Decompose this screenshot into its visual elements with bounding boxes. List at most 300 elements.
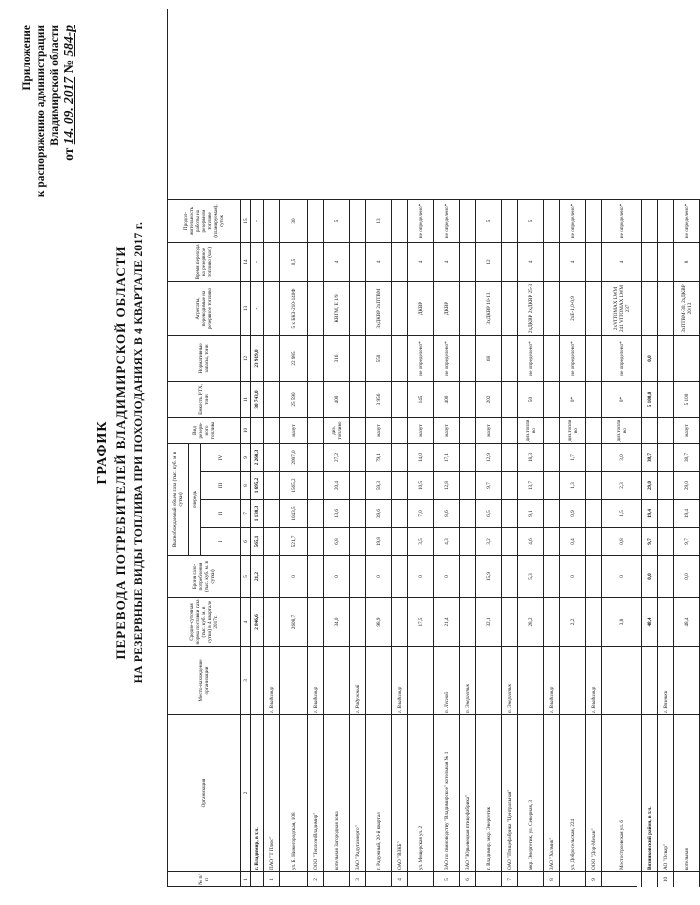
table-cell-capacity: 5 100 <box>674 381 700 417</box>
table-cell-q4 <box>460 443 476 471</box>
table-cell-q1: 0,4 <box>560 527 586 555</box>
table-cell-num: 7 <box>502 871 518 887</box>
table-cell-stock: не определено* <box>602 335 642 381</box>
table-cell-q2: 8,6 <box>434 499 460 527</box>
table-cell-q3: 9,7 <box>476 471 502 499</box>
table-cell-switch-time <box>308 242 324 281</box>
table-cell-org: ЗАО "Юрьевецкая птицефабрика" <box>460 714 476 871</box>
column-number: 8 <box>241 471 251 499</box>
table-cell-q2: 1 130,3 <box>251 499 264 527</box>
table-cell-loc: г. Владимир <box>586 646 602 714</box>
table-cell-switch-time <box>264 242 280 281</box>
table-cell-capacity <box>502 381 518 417</box>
table-cell-org: ПАО "Т Плюс" <box>264 714 280 871</box>
table-cell-q2: 1,5 <box>602 499 642 527</box>
table-cell-q2 <box>264 499 280 527</box>
table-cell-num: 3 <box>350 871 366 887</box>
table-cell-capacity: 145 <box>408 381 434 417</box>
table-cell-switch-time <box>642 242 658 281</box>
table-cell-norm <box>544 597 560 646</box>
table-cell-brony <box>350 555 366 597</box>
table-cell-duration <box>502 199 518 242</box>
table-cell-stock <box>308 335 324 381</box>
table-cell-units: 2хЕ-1,0-0,9 <box>560 281 586 335</box>
table-cell-q3 <box>502 471 518 499</box>
table-cell-q3 <box>460 471 476 499</box>
table-cell-stock: 22 985 <box>280 335 308 381</box>
table-cell-loc: г. Радужный <box>350 646 366 714</box>
table-cell-num: 9 <box>586 871 602 887</box>
table-cell-switch-time: 4 <box>434 242 460 281</box>
table-cell-norm <box>264 597 280 646</box>
table-cell-q4: 38,7 <box>674 443 700 471</box>
header-q1: I <box>201 527 241 555</box>
table-cell-q1: 0,8 <box>602 527 642 555</box>
table-cell-units: 5 х БКЗ-210-140Ф <box>280 281 308 335</box>
table-cell-duration: 5 <box>476 199 502 242</box>
table-cell-q3 <box>658 471 674 499</box>
header-num: № п/п <box>167 871 241 887</box>
table-cell-duration: 5 <box>518 199 544 242</box>
table-cell-q2: 7,0 <box>408 499 434 527</box>
column-number: 2 <box>241 714 251 871</box>
table-cell-q2: 0,9 <box>560 499 586 527</box>
table-cell-brony <box>502 555 518 597</box>
table-cell-num <box>642 871 658 887</box>
table-cell-num <box>560 871 586 887</box>
table-cell-units: КВГМ, Е 1/9 <box>324 281 350 335</box>
table-cell-q4: 38,7 <box>642 443 658 471</box>
table-cell-q3: 1,3 <box>560 471 586 499</box>
table-cell-fuel: мазут <box>280 417 308 443</box>
table-cell-stock <box>502 335 518 381</box>
table-cell-num <box>674 871 700 887</box>
table-cell-org: ЗАО "Радугаэнерго" <box>350 714 366 871</box>
table-cell-brony <box>544 555 560 597</box>
header-org: Организация <box>167 714 241 871</box>
table-cell-switch-time: - <box>251 242 264 281</box>
table-cell-loc <box>602 646 642 714</box>
table-cell-q3: 10,5 <box>408 471 434 499</box>
table-cell-norm: 28,2 <box>518 597 544 646</box>
table-cell-brony <box>392 555 408 597</box>
table-cell-duration: не определено* <box>560 199 586 242</box>
table-cell-q1 <box>460 527 476 555</box>
table-cell-fuel: мазут <box>476 417 502 443</box>
table-cell-loc: п. Энергетик <box>502 646 518 714</box>
table-cell-units <box>308 281 324 335</box>
table-cell-duration: 30 <box>280 199 308 242</box>
table-cell-num: 6 <box>460 871 476 887</box>
table-cell-num <box>251 871 264 887</box>
table-cell-switch-time: 12 <box>476 242 502 281</box>
table-cell-switch-time <box>658 242 674 281</box>
table-cell-org: Вязниковский район, в т.ч. <box>642 714 658 871</box>
table-cell-q1 <box>586 527 602 555</box>
table-cell-capacity <box>264 381 280 417</box>
table-cell-org: ЗАО "Холмик" <box>544 714 560 871</box>
table-cell-brony: 0 <box>434 555 460 597</box>
table-cell-stock <box>674 335 700 381</box>
table-cell-loc <box>642 646 658 714</box>
table-cell-units: 3хДКВР 2хПТВМ <box>366 281 392 335</box>
table-cell-norm: 2608,7 <box>280 597 308 646</box>
table-cell-switch-time: 4 <box>560 242 586 281</box>
table-cell-units <box>264 281 280 335</box>
table-cell-capacity <box>586 381 602 417</box>
table-cell-q4 <box>658 443 674 471</box>
table-cell-org: ул. Добросельская, 224 <box>560 714 586 871</box>
table-cell-q3: 59,3 <box>366 471 392 499</box>
table-cell-fuel: диз.топли во <box>518 417 544 443</box>
document-number: от 14. 09. 2017 № 584-р <box>61 25 76 161</box>
table-cell-q4: 79,1 <box>366 443 392 471</box>
table-cell-stock: 316 <box>324 335 350 381</box>
table-cell-brony: 0 <box>408 555 434 597</box>
table-cell-q3 <box>308 471 324 499</box>
table-cell-switch-time: 0,5 <box>280 242 308 281</box>
table-cell-capacity: 202 <box>476 381 502 417</box>
table-cell-q1 <box>350 527 366 555</box>
table-cell-stock <box>264 335 280 381</box>
column-number: 12 <box>241 335 251 381</box>
header-released-volume: Высвобождаемый объем газа (тыс. куб. м в сутки) <box>167 443 189 555</box>
table-cell-q4: 18,3 <box>518 443 544 471</box>
table-cell-norm: 34,0 <box>324 597 350 646</box>
column-number: 15 <box>241 199 251 242</box>
table-cell-switch-time <box>460 242 476 281</box>
table-cell-org: котельная <box>674 714 700 871</box>
table-cell-fuel <box>308 417 324 443</box>
table-cell-brony <box>308 555 324 597</box>
table-cell-units: 3хДКВР 10-13 <box>476 281 502 335</box>
table-cell-q1 <box>658 527 674 555</box>
table-cell-q3: 2,3 <box>602 471 642 499</box>
table-cell-q1: 565,1 <box>251 527 264 555</box>
table-cell-loc <box>518 646 544 714</box>
table-cell-org: г. Радужный, 20-й квартал <box>366 714 392 871</box>
column-number: 7 <box>241 499 251 527</box>
table-cell-brony: 0,0 <box>674 555 700 597</box>
table-cell-units <box>586 281 602 335</box>
table-cell-duration: 5 <box>324 199 350 242</box>
table-cell-fuel <box>392 417 408 443</box>
table-cell-brony: 5,3 <box>518 555 544 597</box>
column-number: 13 <box>241 281 251 335</box>
table-cell-duration: не определено* <box>434 199 460 242</box>
header-location: Место-нахождение организации <box>167 646 241 714</box>
table-cell-capacity: 400 <box>434 381 460 417</box>
table-cell-loc: г. Владимир <box>392 646 408 714</box>
column-number: 10 <box>241 417 251 443</box>
table-cell-q4 <box>544 443 560 471</box>
appendix-header <box>20 25 76 305</box>
table-cell-duration <box>308 199 324 242</box>
table-cell-units <box>460 281 476 335</box>
table-cell-duration: не определено* <box>602 199 642 242</box>
table-cell-q2: 19,4 <box>674 499 700 527</box>
table-cell-switch-time <box>586 242 602 281</box>
table-cell-units: ДКВР <box>434 281 460 335</box>
table-cell-duration: не определено* <box>674 199 700 242</box>
table-cell-duration: 13 <box>366 199 392 242</box>
table-cell-org: АО "Освар" <box>658 714 674 871</box>
table-cell-q3: 29,0 <box>674 471 700 499</box>
table-cell-units: 2хVITOMAX LWM 241 VITOMAX LWM 237 <box>602 281 642 335</box>
table-cell-stock: 23 919,0 <box>251 335 264 381</box>
table-cell-q4: 1,7 <box>560 443 586 471</box>
header-stock: Нормативные запасы, тонн <box>167 335 241 381</box>
table-cell-q3: 13,7 <box>518 471 544 499</box>
table-cell-units: - <box>251 281 264 335</box>
table-cell-duration <box>460 199 476 242</box>
title-line-3: НА РЕЗЕРВНЫЕ ВИДЫ ТОПЛИВА ПРИ ПОХОЛОДАНИЯХ В 4 КВАРТАЛЕ 2017 г. <box>133 221 145 684</box>
table-cell-loc <box>366 646 392 714</box>
table-cell-norm: 2,2 <box>560 597 586 646</box>
header-fuel-type: Вид резерв-ного топлива <box>167 417 241 443</box>
table-cell-q3 <box>586 471 602 499</box>
table-cell-duration <box>642 199 658 242</box>
table-cell-switch-time: 4 <box>324 242 350 281</box>
header-queue: очередь <box>189 443 201 555</box>
table-cell-q2 <box>350 499 366 527</box>
header-q3: III <box>201 471 241 499</box>
table-cell-q1: 3,5 <box>408 527 434 555</box>
table-cell-switch-time: 4 <box>408 242 434 281</box>
table-cell-q4: 14,0 <box>408 443 434 471</box>
table-cell-brony <box>586 555 602 597</box>
table-cell-q1: 4,3 <box>434 527 460 555</box>
table-cell-capacity: 5 100,0 <box>642 381 658 417</box>
table-cell-q4: 3,0 <box>602 443 642 471</box>
table-cell-capacity <box>350 381 366 417</box>
table-cell-stock: 0,0 <box>642 335 658 381</box>
title-line-1: ГРАФИК <box>95 420 110 485</box>
header-q2: II <box>201 499 241 527</box>
table-cell-switch-time: 4 <box>518 242 544 281</box>
table-cell-q2: 9,1 <box>518 499 544 527</box>
table-cell-norm: 48,4 <box>642 597 658 646</box>
table-cell-stock <box>544 335 560 381</box>
table-cell-brony: 0 <box>366 555 392 597</box>
table-cell-duration <box>264 199 280 242</box>
table-cell-brony: 0 <box>602 555 642 597</box>
table-cell-brony <box>460 555 476 597</box>
table-cell-stock: не определено* <box>434 335 460 381</box>
header-capacity: Емкость РТХ, тонн <box>167 381 241 417</box>
table-cell-q1 <box>308 527 324 555</box>
table-cell-units: 2хДКВР 2хДКВР 25-3 <box>518 281 544 335</box>
table-cell-q1 <box>502 527 518 555</box>
column-number: 1 <box>241 871 251 887</box>
table-cell-stock <box>392 335 408 381</box>
table-cell-fuel <box>264 417 280 443</box>
column-number: 5 <box>241 555 251 597</box>
table-cell-loc: г. Вязники <box>658 646 674 714</box>
table-cell-units: ДКВР <box>408 281 434 335</box>
table-cell-loc <box>280 646 308 714</box>
table-cell-fuel <box>350 417 366 443</box>
table-cell-units <box>544 281 560 335</box>
header-switch-time: Время перехода на резервное топливо (час) <box>167 242 241 281</box>
table-cell-q1: 9,7 <box>674 527 700 555</box>
table-cell-capacity: 400 <box>324 381 350 417</box>
table-cell-brony: 0 <box>280 555 308 597</box>
table-cell-norm: 21,4 <box>434 597 460 646</box>
table-cell-q2 <box>586 499 602 527</box>
table-cell-fuel: мазут <box>674 417 700 443</box>
table-cell-loc <box>251 646 264 714</box>
table-cell-fuel <box>642 417 658 443</box>
table-cell-loc: г. Владимир <box>264 646 280 714</box>
table-cell-norm: 3,8 <box>602 597 642 646</box>
table-cell-fuel <box>586 417 602 443</box>
header-duration: Продол-жительность работы на резервном топливе (планируемая), суток <box>167 199 241 242</box>
table-cell-brony <box>658 555 674 597</box>
table-cell-q4 <box>308 443 324 471</box>
table-cell-brony: 0 <box>560 555 586 597</box>
table-cell-org: котельная Загородная зона <box>324 714 350 871</box>
table-cell-org: ул. Б. Нижегородская, 108 <box>280 714 308 871</box>
table-cell-duration <box>350 199 366 242</box>
table-cell-fuel <box>658 417 674 443</box>
column-number: 14 <box>241 242 251 281</box>
table-cell-stock: не определено* <box>408 335 434 381</box>
table-cell-capacity <box>658 381 674 417</box>
table-cell-q2 <box>544 499 560 527</box>
table-cell-units <box>392 281 408 335</box>
table-cell-num <box>408 871 434 887</box>
table-cell-fuel: диз.топли во <box>560 417 586 443</box>
table-cell-brony: 0 <box>324 555 350 597</box>
table-cell-num <box>476 871 502 887</box>
appendix-label: Приложение <box>21 25 33 91</box>
table-cell-num: 2 <box>308 871 324 887</box>
table-cell-units <box>658 281 674 335</box>
table-cell-units <box>350 281 366 335</box>
table-cell-brony: 15,9 <box>476 555 502 597</box>
table-cell-fuel <box>251 417 264 443</box>
table-cell-org: ЗАО по свиноводству "Владимирское" котельная № 1 <box>434 714 460 871</box>
order-reference: к распоряжению администрации <box>35 25 47 198</box>
table-cell-norm <box>350 597 366 646</box>
table-cell-capacity <box>544 381 560 417</box>
table-cell-num: 5 <box>434 871 460 887</box>
table-cell-capacity: 25 590 <box>280 381 308 417</box>
table-cell-units <box>502 281 518 335</box>
table-cell-switch-time: 4 <box>366 242 392 281</box>
table-cell-duration <box>392 199 408 242</box>
region-name: Владимирской области <box>49 25 61 146</box>
table-cell-q1 <box>264 527 280 555</box>
table-cell-q1 <box>392 527 408 555</box>
table-cell-q4: 27,2 <box>324 443 350 471</box>
table-cell-num: 8 <box>544 871 560 887</box>
table-cell-q2 <box>308 499 324 527</box>
table-cell-loc <box>476 646 502 714</box>
transfer-schedule-table <box>167 9 693 887</box>
table-cell-q1: 3,2 <box>476 527 502 555</box>
table-cell-q4: 2 260,3 <box>251 443 264 471</box>
table-cell-switch-time <box>544 242 560 281</box>
table-cell-loc <box>560 646 586 714</box>
table-cell-duration <box>586 199 602 242</box>
table-cell-q3: 1 695,2 <box>251 471 264 499</box>
header-units: Агрегаты, переводимые на резервное топливо <box>167 281 241 335</box>
table-cell-norm: 17,5 <box>408 597 434 646</box>
table-cell-q2 <box>460 499 476 527</box>
table-cell-capacity: 0* <box>560 381 586 417</box>
table-cell-norm: 32,1 <box>476 597 502 646</box>
table-cell-num <box>602 871 642 887</box>
table-cell-org: ООО "Дор-Механ" <box>586 714 602 871</box>
table-cell-q4: 12,9 <box>476 443 502 471</box>
table-cell-org: мкр. Энергетик, ул. Северная, 3 <box>518 714 544 871</box>
table-cell-capacity <box>308 381 324 417</box>
table-cell-q2: 19,4 <box>642 499 658 527</box>
table-cell-norm <box>308 597 324 646</box>
table-cell-loc <box>324 646 350 714</box>
column-number: 11 <box>241 381 251 417</box>
table-cell-stock: 68 <box>476 335 502 381</box>
column-number: 3 <box>241 646 251 714</box>
table-cell-num <box>324 871 350 887</box>
table-cell-stock <box>350 335 366 381</box>
table-cell-capacity: 3 956 <box>366 381 392 417</box>
table-cell-fuel <box>502 417 518 443</box>
table-cell-norm <box>392 597 408 646</box>
table-cell-q2 <box>392 499 408 527</box>
table-cell-fuel <box>544 417 560 443</box>
table-cell-q2 <box>658 499 674 527</box>
table-cell-q3 <box>544 471 560 499</box>
table-cell-duration: не определено* <box>408 199 434 242</box>
table-cell-capacity <box>392 381 408 417</box>
table-cell-stock: не определено* <box>518 335 544 381</box>
title-line-2: ПЕРЕВОДА ПОТРЕБИТЕЛЕЙ ВЛАДИМИРСКОЙ ОБЛАСТИ <box>113 245 128 660</box>
table-cell-org: ОАО "Птицефабрика "Центральная" <box>502 714 518 871</box>
table-cell-q3 <box>350 471 366 499</box>
table-cell-q4 <box>350 443 366 471</box>
table-cell-switch-time: 8 <box>674 242 700 281</box>
table-cell-q1: 6,8 <box>324 527 350 555</box>
table-cell-num <box>280 871 308 887</box>
document-title <box>95 0 145 905</box>
table-cell-loc <box>408 646 434 714</box>
table-cell-stock <box>586 335 602 381</box>
table-cell-duration: - <box>251 199 264 242</box>
table-cell-loc <box>674 646 700 714</box>
table-cell-stock: не определено* <box>560 335 586 381</box>
table-cell-num <box>518 871 544 887</box>
table-cell-q4 <box>264 443 280 471</box>
table-cell-loc: п. Энергетик <box>460 646 476 714</box>
table-cell-q1: 19,8 <box>366 527 392 555</box>
table-cell-q3: 29,0 <box>642 471 658 499</box>
table-cell-norm <box>586 597 602 646</box>
table-cell-switch-time <box>350 242 366 281</box>
table-cell-capacity: 30 743,0 <box>251 381 264 417</box>
table-cell-fuel: диз.топли во <box>602 417 642 443</box>
table-cell-brony: 0,0 <box>642 555 658 597</box>
header-reserve: Броня газо-потребления (тыс. куб. м. в сутки) <box>167 555 241 597</box>
table-cell-q4 <box>392 443 408 471</box>
table-cell-q4 <box>502 443 518 471</box>
table-cell-norm <box>658 597 674 646</box>
table-cell-q2: 1043,5 <box>280 499 308 527</box>
table-cell-brony: 21,2 <box>251 555 264 597</box>
table-cell-org: Мостостроевская ул. 6 <box>602 714 642 871</box>
